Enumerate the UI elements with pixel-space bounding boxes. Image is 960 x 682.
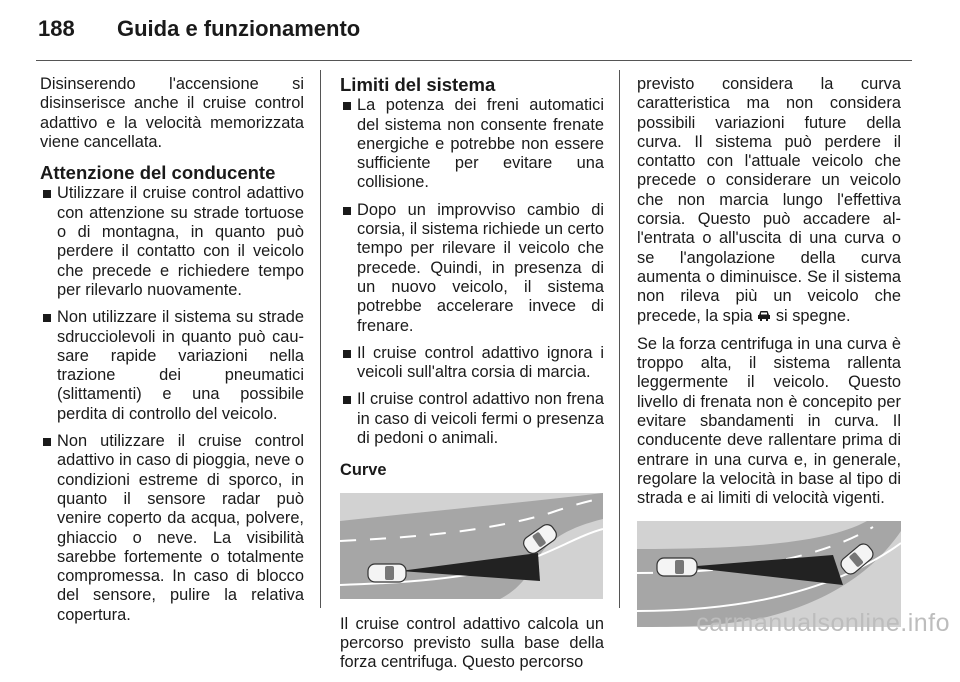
watermark: carmanualsonline.info (696, 609, 950, 637)
bullet-icon (43, 314, 51, 322)
bullet-icon (43, 438, 51, 446)
section-heading-driver-attention: Attenzione del conducente (40, 162, 276, 184)
curves-paragraph: Il cruise control adattivo calcola un percorso previsto sulla base della forza centrifuga. Questo percorso (340, 614, 604, 672)
centrifugal-force-paragraph: Se la forza centrifuga in una curva è troppo alta, il sistema rallenta leggermente il veicolo. Questo livello di frenata non è concepito per evitare sbandamenti in curva. Il conducente deve rallentare prima di entrare in una curva e, in generale, regolare la velocità in base al tipo di strada e ai limiti di velocità vigenti. (637, 334, 901, 508)
page-header (0, 0, 960, 58)
list-item: Non utilizzare il sistema su strade sdrucciolevoli in quanto può causare rapide variazioni nella trazione dei pneumatici (slittamenti) e una possibile perdita di controllo del veicolo. (40, 308, 304, 424)
curve-illustration-1 (340, 493, 603, 599)
header-rule (36, 60, 912, 61)
vehicle-ahead-icon (757, 310, 771, 322)
bullet-icon (343, 102, 351, 110)
curves-paragraph-continued: previsto considera la curva caratteristica ma non considera possibili variazioni future della curva. Il sistema può perdere il contatto con l'attuale veicolo che precede o considerare un veicolo che non marcia lungo l'effettiva corsia. Questo può accadere all'entrata o all'uscita di una curva o se l'angolazione della curva aumenta o diminuisce. Se il sistema non rileva più un veicolo che precede, la spia si spegne. (637, 75, 901, 325)
column-1 (40, 75, 304, 633)
subsection-heading-curves: Curve (340, 461, 387, 480)
list-item: Il cruise control adattivo ignora i veicoli sull'altra corsia di marcia. (340, 344, 604, 383)
page-title: Guida e funzionamento (117, 16, 361, 41)
column-2 (340, 75, 604, 682)
column-divider (619, 70, 620, 608)
bullet-icon (343, 350, 351, 358)
system-limits-list (340, 96, 604, 448)
bullet-icon (43, 190, 51, 198)
column-divider (320, 70, 321, 608)
intro-paragraph: Disinserendo l'accensione si disinserisce anche il cruise control adattivo e la velocità memorizzata viene cancellata. (40, 75, 304, 151)
driver-attention-list (40, 184, 304, 625)
bullet-icon (343, 396, 351, 404)
own-car (368, 564, 406, 582)
page-number: 188 (38, 16, 75, 41)
list-item: Utilizzare il cruise control adattivo con attenzione su strade tortuose o di montagna, in quanto può perdere il contatto con il veicolo che precede e richiedere tempo per rilevarlo nuovamente. (40, 184, 304, 300)
list-item: Il cruise control adattivo non frena in caso di veicoli fermi o presenza di pedoni o animali. (340, 390, 604, 448)
column-3 (637, 75, 901, 627)
list-item: Dopo un improvviso cambio di corsia, il sistema richiede un certo tempo per rilevare il veicolo che precede. Quindi, in presenza di un nuovo veicolo, il sistema potrebbe accelerare invece di frenare. (340, 201, 604, 336)
own-car (657, 558, 697, 576)
section-heading-system-limits: Limiti del sistema (340, 74, 496, 95)
list-item: Non utilizzare il cruise control adattivo in caso di pioggia, neve o condizioni estreme di sporco, in quanto il sensore radar può venire coperto da acqua, polvere, ghiaccio o neve. La visibilità sarebbe fortemente o totalmente compromessa. In caso di blocco del sensore, pulire la relativa copertura. (40, 432, 304, 625)
bullet-icon (343, 207, 351, 215)
list-item: La potenza dei freni automatici del sistema non consente frenate energiche e potrebbe non essere sufficiente per evitare una collisione. (340, 96, 604, 192)
